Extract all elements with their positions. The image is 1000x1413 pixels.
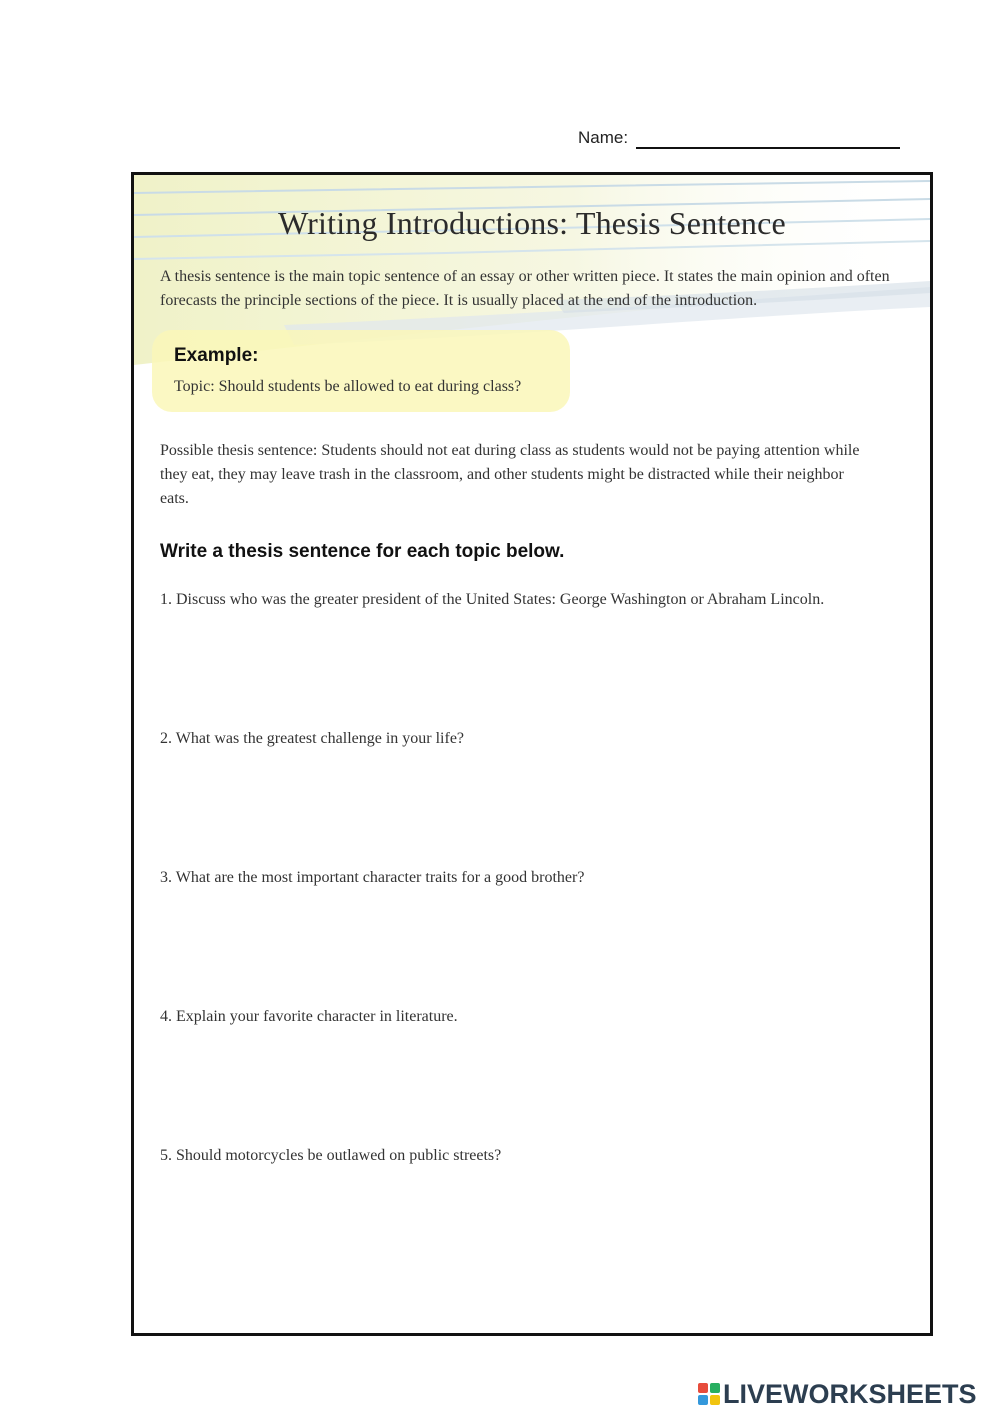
possible-thesis-paragraph: Possible thesis sentence: Students should not eat during class as students would not be paying attention while they eat, they may leave trash in the classroom, and other students might be distracted while their neighbor eats. — [160, 442, 860, 507]
logo-square — [710, 1383, 720, 1393]
logo-square — [698, 1395, 708, 1405]
liveworksheets-logo[interactable] — [698, 1378, 977, 1410]
example-heading: Example: — [174, 345, 259, 366]
name-label: Name: — [578, 128, 629, 147]
logo-grid-icon — [698, 1383, 720, 1405]
question-2: 2. What was the greatest challenge in your life? — [160, 730, 465, 747]
logo-square — [698, 1383, 708, 1393]
instruction-heading: Write a thesis sentence for each topic below. — [160, 541, 565, 562]
name-input-line[interactable] — [636, 147, 900, 149]
question-1: 1. Discuss who was the greater president of the United States: George Washington or Abraham Lincoln. — [160, 591, 825, 608]
question-5: 5. Should motorcycles be outlawed on public streets? — [160, 1147, 502, 1164]
logo-square — [710, 1395, 720, 1405]
question-3: 3. What are the most important character traits for a good brother? — [160, 869, 585, 886]
example-topic: Topic: Should students be allowed to eat during class? — [174, 378, 522, 395]
worksheet-title: Writing Introductions: Thesis Sentence — [278, 205, 786, 241]
intro-paragraph: A thesis sentence is the main topic sentence of an essay or other written piece. It states the main opinion and often forecasts the principle sections of the piece. It is usually placed at the end of the introduction. — [160, 268, 890, 309]
question-4: 4. Explain your favorite character in literature. — [160, 1008, 458, 1025]
logo-text: LIVEWORKSHEETS — [723, 1378, 977, 1409]
worksheet-frame — [131, 172, 933, 1336]
